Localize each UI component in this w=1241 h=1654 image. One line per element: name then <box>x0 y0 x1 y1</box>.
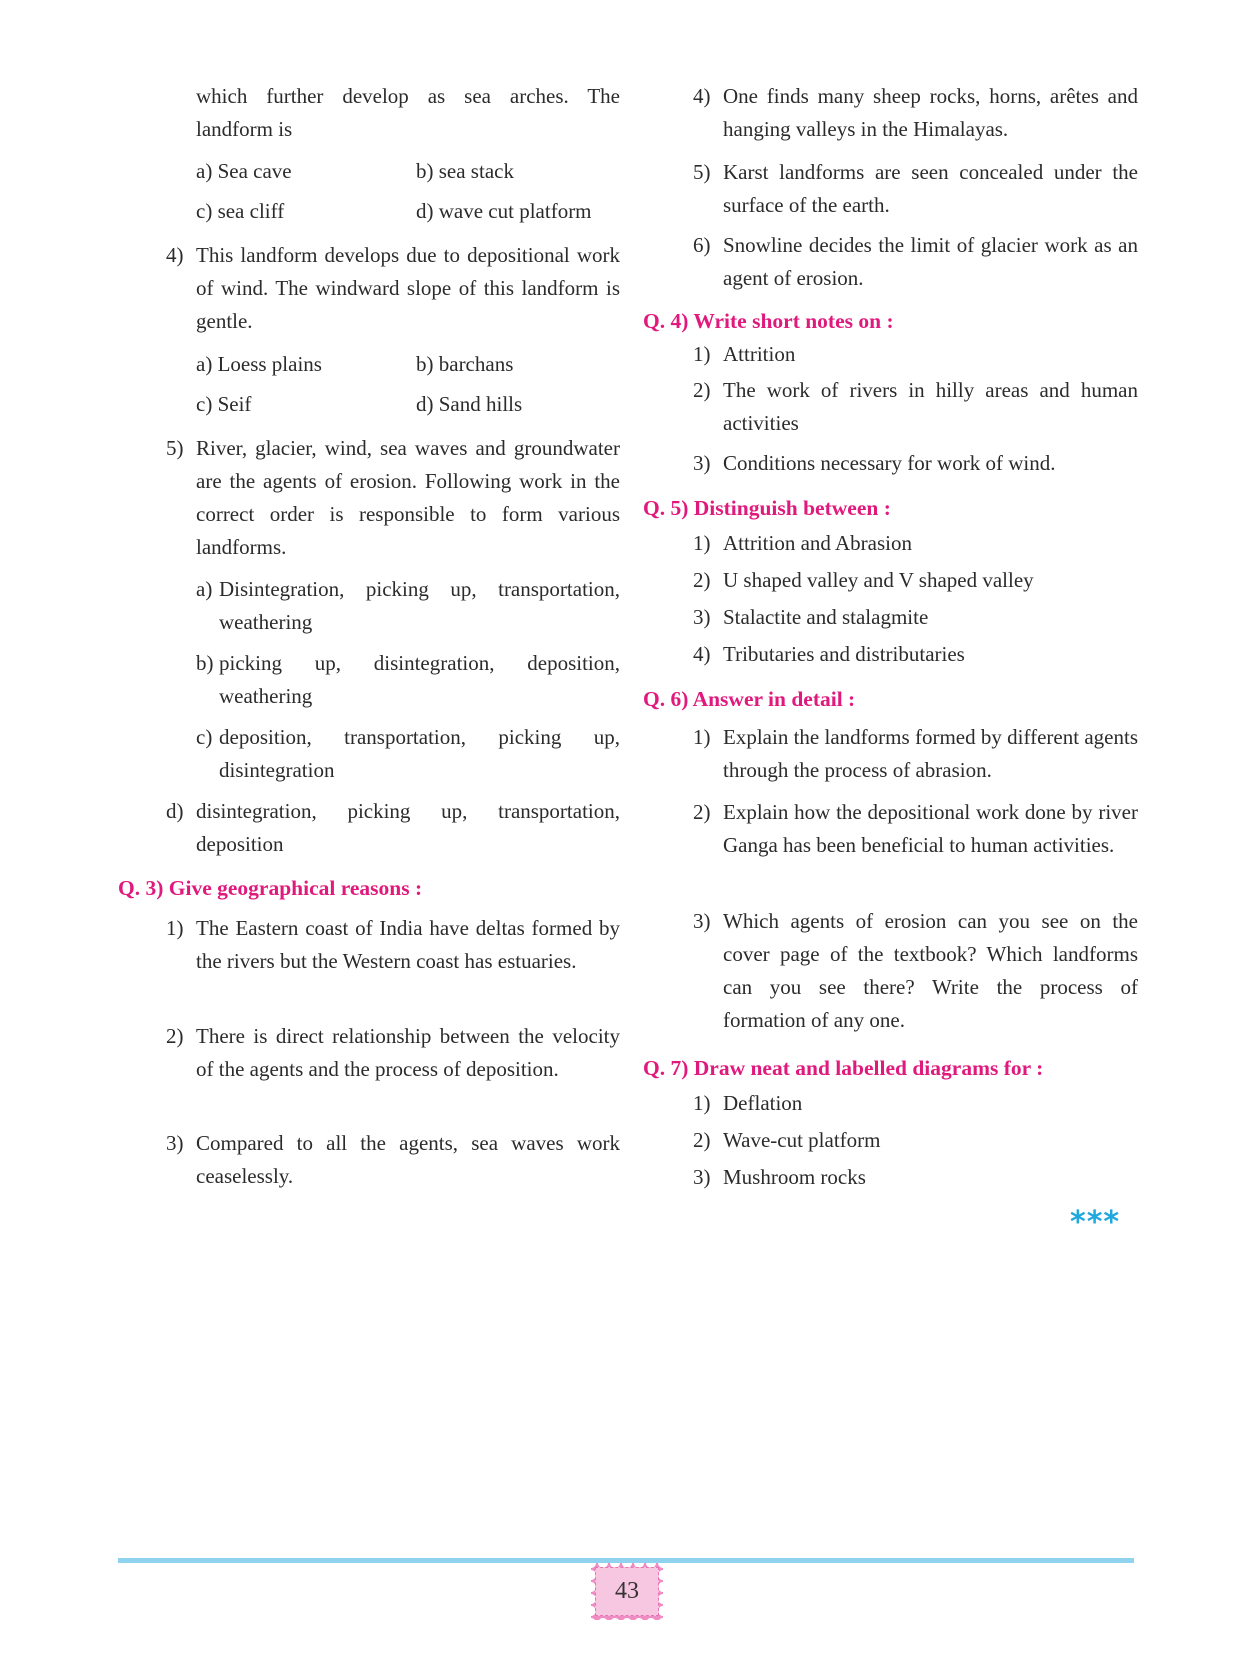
option-b: b) sea stack <box>416 159 514 183</box>
list-item: 2) The work of rivers in hilly areas and human activities <box>693 378 1138 435</box>
list-item: 2) Explain how the depositional work done by river Ganga has been beneficial to human activities. <box>693 800 1138 857</box>
list-item: 2) U shaped valley and V shaped valley <box>693 568 1034 592</box>
option-d: d) wave cut platform <box>416 199 592 223</box>
option-c: c) deposition, transportation, picking up, disintegration <box>196 725 620 782</box>
item-number: 5) <box>693 160 711 184</box>
option-c: c) Seif <box>196 392 252 416</box>
section-heading-q7: Q. 7) Draw neat and labelled diagrams for : <box>643 1056 1044 1080</box>
item-number: 2) <box>166 1024 184 1048</box>
item-text: This landform develops due to depositional work of wind. The windward slope of this landform is gentle. <box>196 243 620 333</box>
section-heading-q5: Q. 5) Distinguish between : <box>643 496 891 520</box>
list-item <box>693 229 1138 295</box>
item-text: Karst landforms are seen concealed under the surface of the earth. <box>723 160 1138 217</box>
item-text: There is direct relationship between the velocity of the agents and the process of deposition. <box>196 1024 620 1081</box>
question-item <box>196 80 620 146</box>
list-item: 3) Stalactite and stalagmite <box>693 605 929 629</box>
list-item: 1) Attrition <box>693 342 796 366</box>
list-item: 1) Explain the landforms formed by different agents through the process of abrasion. <box>693 725 1138 782</box>
question-item <box>166 432 620 564</box>
list-item: 3) Mushroom rocks <box>693 1165 866 1189</box>
item-number: 4) <box>693 84 711 108</box>
end-of-section-stars: *** <box>1070 1205 1121 1240</box>
item-number: 3) <box>166 1131 184 1155</box>
list-item <box>166 912 620 978</box>
list-item: 3) Conditions necessary for work of wind. <box>693 451 1056 475</box>
question-item <box>166 239 620 338</box>
page-number: 43 <box>615 1578 639 1604</box>
list-item: 4) Tributaries and distributaries <box>693 642 965 666</box>
item-number: 6) <box>693 233 711 257</box>
section-heading-q4: Q. 4) Write short notes on : <box>643 309 894 333</box>
list-item <box>166 1020 620 1086</box>
option-b: b) barchans <box>416 352 514 376</box>
option-a: a) Sea cave <box>196 159 292 183</box>
list-item: 1) Deflation <box>693 1091 803 1115</box>
section-heading-q6: Q. 6) Answer in detail : <box>643 687 856 711</box>
item-number: 4) <box>166 243 184 267</box>
option-d: d) disintegration, picking up, transportation, deposition <box>166 799 620 856</box>
list-item <box>166 1127 620 1193</box>
item-number: 1) <box>166 916 184 940</box>
option-d: d) Sand hills <box>416 392 523 416</box>
list-item <box>693 156 1138 222</box>
option-a: a) Disintegration, picking up, transportation, weathering <box>196 577 620 634</box>
item-text: Snowline decides the limit of glacier work as an agent of erosion. <box>723 233 1138 290</box>
item-text: Compared to all the agents, sea waves work ceaselessly. <box>196 1131 620 1188</box>
section-heading-q3: Q. 3) Give geographical reasons : <box>118 876 423 900</box>
option-b: b) picking up, disintegration, deposition, weathering <box>196 651 620 708</box>
list-item: 1) Attrition and Abrasion <box>693 531 912 555</box>
list-item: 3) Which agents of erosion can you see on the cover page of the textbook? Which landforms can you see there? Write the process of formation of any one. <box>693 909 1138 1032</box>
item-text: which further develop as sea arches. The landform is <box>196 84 620 141</box>
item-text: River, glacier, wind, sea waves and groundwater are the agents of erosion. Following work in the correct order is responsible to form various landforms. <box>196 436 620 559</box>
option-a: a) Loess plains <box>196 352 322 376</box>
item-text: The Eastern coast of India have deltas formed by the rivers but the Western coast has estuaries. <box>196 916 620 973</box>
list-item <box>693 80 1138 146</box>
list-item: 2) Wave-cut platform <box>693 1128 881 1152</box>
item-number: 5) <box>166 436 184 460</box>
item-text: One finds many sheep rocks, horns, arêtes and hanging valleys in the Himalayas. <box>723 84 1138 141</box>
option-c: c) sea cliff <box>196 199 285 223</box>
